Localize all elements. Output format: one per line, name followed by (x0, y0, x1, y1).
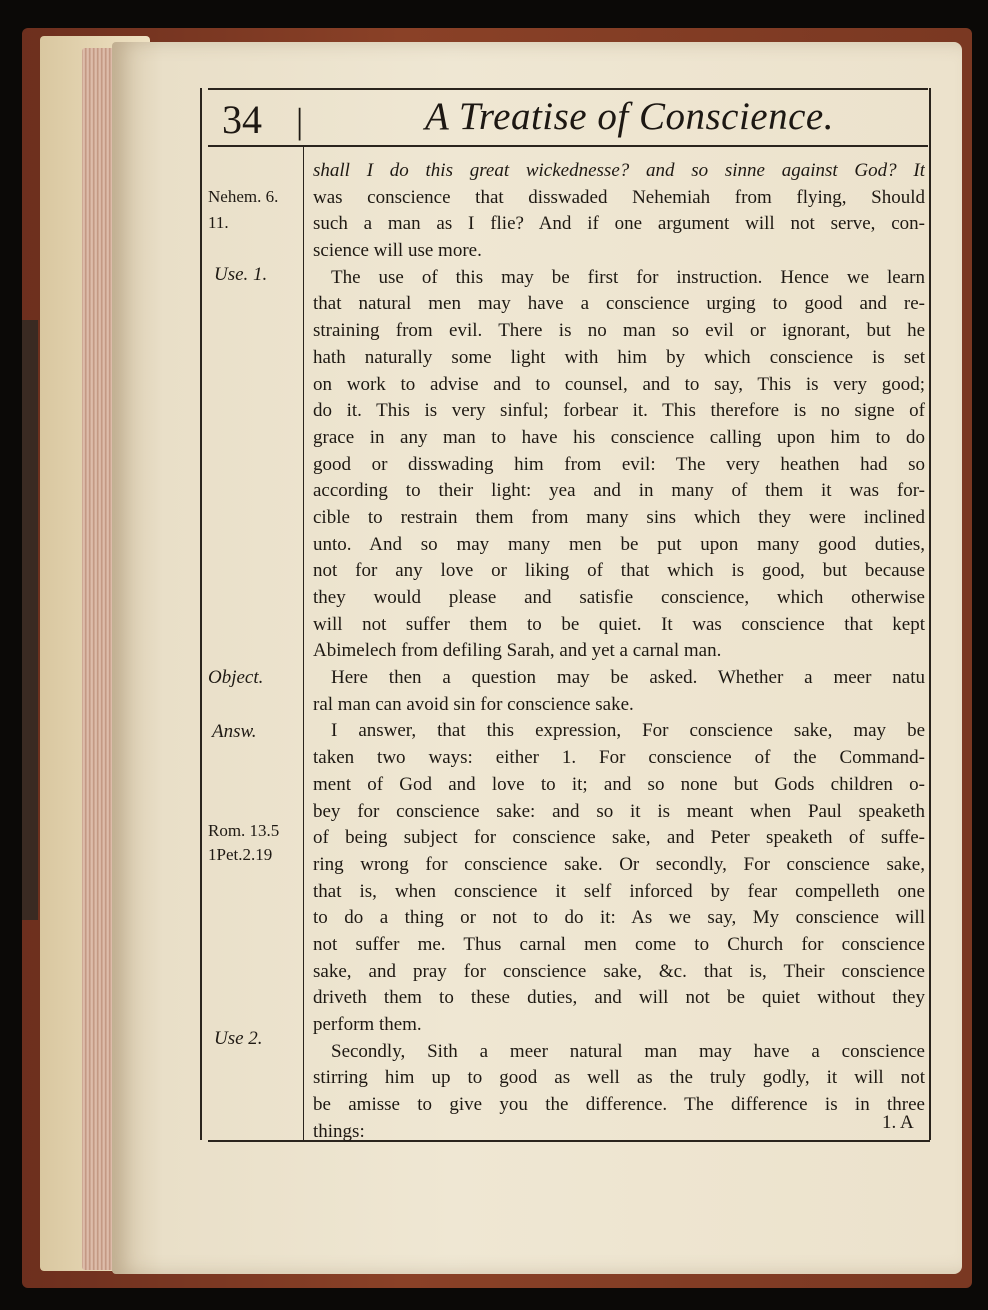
page-number: 34 (222, 97, 262, 142)
text-line: that natural men may have a conscience urging to good and re- (313, 293, 925, 315)
body-text (313, 158, 925, 1145)
text-line: ral man can avoid sin for conscience sake. (313, 693, 634, 715)
text-line: that is, when conscience it self inforced by fear compelleth one (313, 880, 925, 902)
text-line: sake, and pray for conscience sake, &c. that is, Their conscience (313, 960, 925, 982)
text-line: be amisse to give you the difference. The difference is in three (313, 1094, 925, 1116)
text-line: Secondly, Sith a meer natural man may have a conscience (331, 1040, 925, 1062)
margin-note-verse: 11. (208, 213, 229, 232)
text-line: according to their light: yea and in many of them it was for- (313, 480, 925, 502)
text-line: perform them. (313, 1014, 422, 1035)
text-line: will not suffer them to be quiet. It was conscience that kept (313, 613, 925, 635)
margin-note-answer: Answ. (212, 721, 257, 742)
column-rule (303, 147, 304, 1140)
text-line: was conscience that disswaded Nehemiah from flying, Should (313, 186, 925, 208)
text-line: shall I do this great wickednesse? and so sinne against God? It (313, 160, 925, 181)
text-line: good or disswading him from evil: The very heathen had so (313, 453, 925, 475)
text-line: not suffer me. Thus carnal men come to Church for conscience (313, 933, 925, 955)
text-line: straining from evil. There is no man so evil or ignorant, but he (313, 320, 925, 342)
margin-note-peter: 1Pet.2.19 (208, 845, 273, 864)
left-frame-rule (200, 88, 202, 1140)
text-line: The use of this may be first for instruction. Hence we learn (331, 266, 925, 288)
catchword: 1. A (882, 1112, 914, 1133)
text-line: driveth them to these duties, and will not be quiet without they (313, 987, 925, 1009)
text-line: stirring him up to good as well as the truly godly, it will not (313, 1067, 925, 1089)
cover-spine-band (22, 320, 38, 920)
text-line: of being subject for conscience sake, and Peter speaketh of suffe- (313, 827, 925, 849)
right-frame-rule (929, 88, 931, 1140)
header-rule (208, 145, 928, 147)
header-bar: | (296, 101, 304, 141)
text-line: science will use more. (313, 240, 482, 262)
text-line: on work to advise and to counsel, and to say, This is very good; (313, 373, 925, 395)
text-line: ment of God and love to it; and so none but Gods children o- (313, 773, 925, 795)
margin-note-romans: Rom. 13.5 (208, 821, 280, 840)
text-line: cible to restrain them from many sins which they were inclined (313, 506, 925, 528)
text-line: Abimelech from defiling Sarah, and yet a carnal man. (313, 640, 722, 662)
text-line: they would please and satisfie conscience, which otherwise (313, 587, 925, 608)
margin-note-use-1: Use. 1. (214, 264, 268, 285)
margin-note-object: Object. (208, 667, 264, 688)
text-line: do it. This is very sinful; forbear it. This therefore is no signe of (313, 400, 925, 422)
top-rule (208, 88, 928, 90)
text-line: Here then a question may be asked. Whether a meer natu (331, 667, 925, 689)
text-line: taken two ways: either 1. For conscience of the Command- (313, 747, 925, 769)
text-line: to do a thing or not to do it: As we say, My conscience will (313, 907, 925, 929)
text-line: grace in any man to have his conscience calling upon him to do (313, 426, 925, 448)
text-line: such a man as I flie? And if one argument will not serve, con- (313, 213, 925, 235)
margin-note-use-2: Use 2. (214, 1028, 263, 1049)
text-line: not for any love or liking of that which is good, but because (313, 560, 925, 582)
text-line: things: (313, 1120, 365, 1142)
margin-note-nehemiah: Nehem. 6. (208, 187, 279, 206)
text-line: I answer, that this expression, For conscience sake, may be (331, 720, 925, 742)
text-line: bey for conscience sake: and so it is meant when Paul speaketh (313, 800, 925, 822)
running-title: A Treatise of Conscience. (425, 95, 834, 138)
text-line: ring wrong for conscience sake. Or secondly, For conscience sake, (313, 853, 925, 875)
text-line: hath naturally some light with him by which conscience is set (313, 346, 925, 368)
text-line: unto. And so may many men be put upon many good duties, (313, 533, 925, 555)
